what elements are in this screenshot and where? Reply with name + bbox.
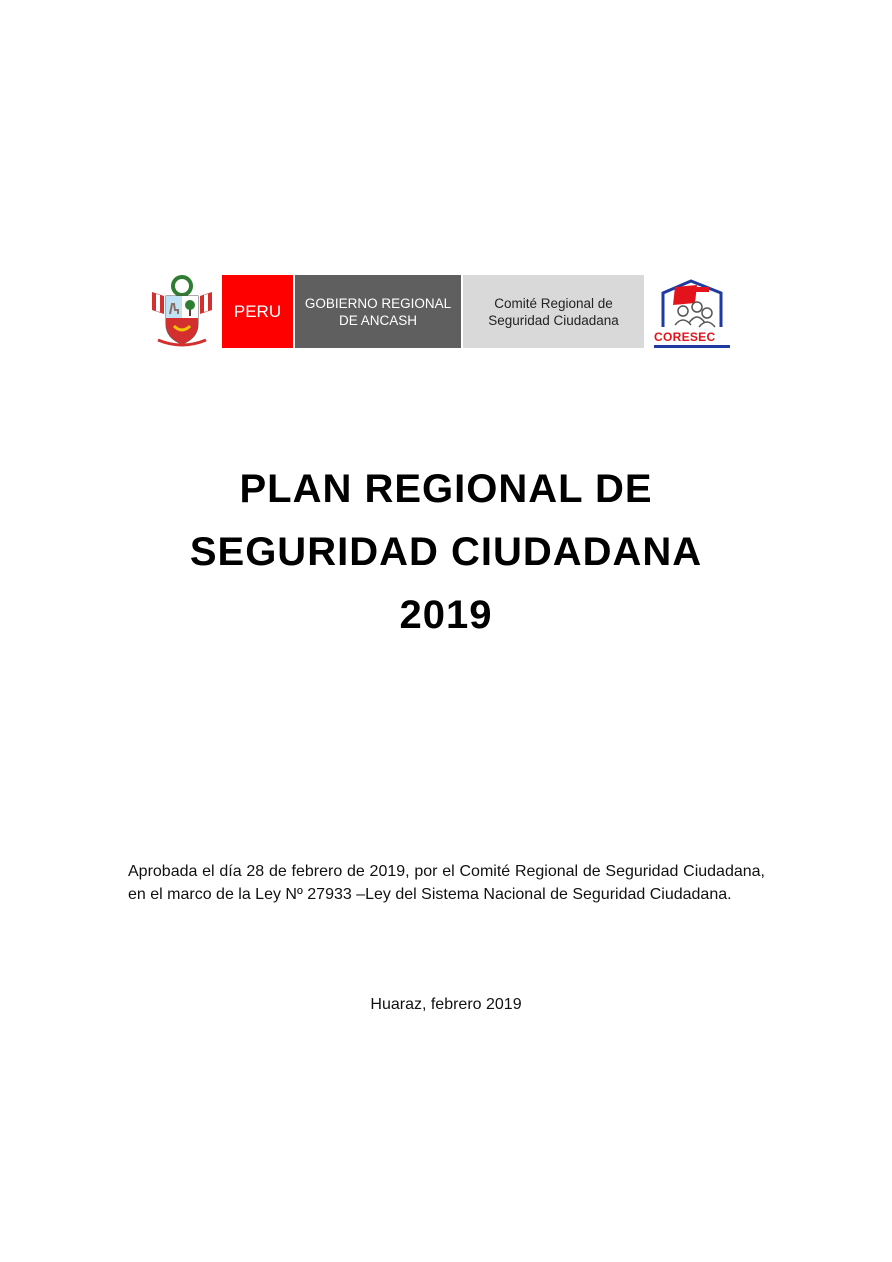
comite-regional-badge xyxy=(463,275,644,348)
peru-label: PERU xyxy=(233,301,282,321)
place-date: Huaraz, febrero 2019 xyxy=(370,996,522,1013)
gore-line1: GOBIERNO REGIONAL xyxy=(304,295,452,311)
peru-badge xyxy=(222,275,293,348)
title-line2: SEGURIDAD CIUDADANA xyxy=(189,530,703,574)
document-title xyxy=(100,458,792,647)
approval-paragraph: Aprobada el día 28 de febrero de 2019, por el Comité Regional de Seguridad Ciudadana, en el marco de la Ley Nº 27933 –Ley del Sistema Nacional de Seguridad Ciudadana. xyxy=(128,863,765,903)
comite-line1: Comité Regional de xyxy=(494,295,613,311)
coresec-underline xyxy=(654,345,730,348)
peru-coat-of-arms-icon xyxy=(148,274,216,350)
gobierno-regional-badge xyxy=(295,275,461,348)
gore-line2: DE ANCASH xyxy=(338,312,418,328)
coresec-label: CORESEC xyxy=(654,330,716,344)
comite-line2: Seguridad Ciudadana xyxy=(488,312,619,328)
title-line1: PLAN REGIONAL DE xyxy=(239,467,653,511)
header-banner xyxy=(148,274,734,350)
title-line3: 2019 xyxy=(399,593,493,637)
